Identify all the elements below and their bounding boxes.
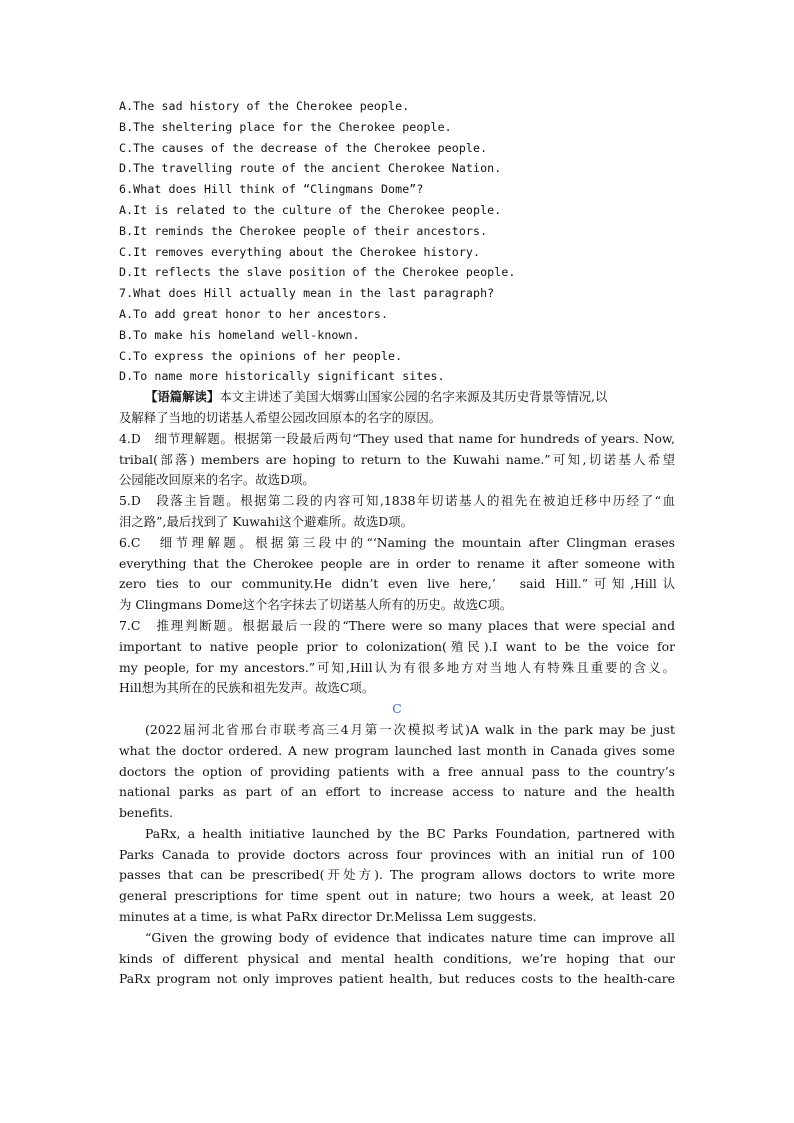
paragraph-line: “Given the growing body of evidence that indicates nature time can improve all — [145, 929, 675, 945]
question-7 — [119, 283, 675, 387]
interpretation-line-2: 及解释了当地的切诺基人希望公园改回原本的名字的原因。 — [119, 409, 442, 425]
option-a: A.It is related to the culture of the Cherokee people. — [119, 202, 502, 217]
answer-line: 4.D 细节理解题。根据第一段最后两句“They used that name for hundreds of years. Now, — [119, 430, 675, 446]
question-text: 7.What does Hill actually mean in the last paragraph? — [119, 286, 495, 301]
answer-line: 7.C 推理判断题。根据最后一段的“There were so many places that were special and — [119, 617, 675, 633]
paragraph-line: general prescriptions for time spent out in nature; two hours a week, at least 20 — [119, 888, 675, 904]
paragraph-line: kinds of different physical and mental health conditions, we’re hoping that our — [119, 950, 675, 966]
option-b: B.The sheltering place for the Cherokee people. — [119, 119, 452, 134]
option-d: D.It reflects the slave position of the Cherokee people. — [119, 265, 516, 280]
answer-line: 5.D 段落主旨题。根据第二段的内容可知,1838年切诺基人的祖先在被迫迁移中历经了“血 — [119, 493, 675, 509]
question-6 — [119, 179, 675, 283]
option-b: B.It reminds the Cherokee people of their ancestors. — [119, 223, 488, 238]
answer-line: everything that the Cherokee people are in order to rename it after someone with — [119, 555, 675, 571]
answer-line: my people, for my ancestors.”可知,Hill认为有很多地方对当地人有特殊且重要的含义。 — [119, 659, 675, 675]
option-a: A.To add great honor to her ancestors. — [119, 306, 389, 321]
passage-c-paragraph-1 — [119, 720, 675, 824]
option-b: B.To make his homeland well-known. — [119, 327, 360, 342]
option-c: C.To express the opinions of her people. — [119, 348, 403, 363]
section-heading: C — [392, 701, 402, 717]
paragraph-line: PaRx, a health initiative launched by the BC Parks Foundation, partnered with — [145, 825, 675, 841]
passage-interpretation — [119, 387, 675, 429]
answer-line: important to native people prior to colonization(殖民).I want to be the voice for — [119, 638, 675, 654]
paragraph-line: Parks Canada to provide doctors across four provinces with an initial run of 100 — [119, 846, 675, 862]
passage-c-paragraph-3 — [119, 928, 675, 990]
paragraph-line: national parks as part of an effort to increase access to nature and the health — [119, 784, 675, 800]
option-c: C.It removes everything about the Cherokee history. — [119, 244, 481, 259]
paragraph-line: passes that can be prescribed(开处方). The program allows doctors to write more — [119, 867, 675, 883]
q5-options — [119, 96, 675, 179]
option-a: A.The sad history of the Cherokee people. — [119, 99, 410, 113]
paragraph-line: what the doctor ordered. A new program launched last month in Canada gives some — [119, 742, 675, 758]
option-c: C.The causes of the decrease of the Cherokee people. — [119, 140, 488, 155]
answer-line: Hill想为其所在的民族和祖先发声。故选C项。 — [119, 680, 375, 696]
passage-c-paragraph-2 — [119, 824, 675, 928]
interpretation-line-1 — [119, 387, 675, 408]
paragraph-line: minutes at a time, is what PaRx director Dr.Melissa Lem suggests. — [119, 909, 537, 925]
paragraph-line: PaRx program not only improves patient health, but reduces costs to the health-care — [119, 971, 675, 987]
option-d: D.To name more historically significant sites. — [119, 369, 445, 384]
paragraph-line: benefits. — [119, 805, 174, 821]
question-text: 6.What does Hill think of “Clingmans Dome”? — [119, 182, 424, 197]
interpretation-label: 【语篇解读】 — [145, 389, 220, 405]
answer-line: zero ties to our community.He didn’t even live here,’ said Hill.”可知,Hill认 — [119, 576, 675, 592]
interpretation-text: 本文主讲述了美国大烟雾山国家公园的名字来源及其历史背景等情况,以 — [219, 389, 608, 405]
document-page — [119, 96, 675, 990]
answer-line: 6.C 细节理解题。根据第三段中的“‘Naming the mountain after Clingman erases — [119, 534, 675, 550]
answer-line: 为 Clingmans Dome这个名字抹去了切诺基人所有的历史。故选C项。 — [119, 597, 513, 613]
answer-explanations — [119, 429, 675, 699]
paragraph-line: (2022届河北省邢台市联考高三4月第一次模拟考试)A walk in the park may be just — [145, 721, 675, 737]
answer-line: tribal(部落) members are hoping to return to the Kuwahi name.”可知,切诺基人希望 — [119, 451, 675, 467]
answer-line: 泪之路”,最后找到了 Kuwahi这个避难所。故选D项。 — [119, 513, 414, 529]
answer-line: 公园能改回原来的名字。故选D项。 — [119, 472, 315, 488]
paragraph-line: doctors the option of providing patients with a free annual pass to the country’s — [119, 763, 675, 779]
option-d: D.The travelling route of the ancient Cherokee Nation. — [119, 161, 502, 176]
